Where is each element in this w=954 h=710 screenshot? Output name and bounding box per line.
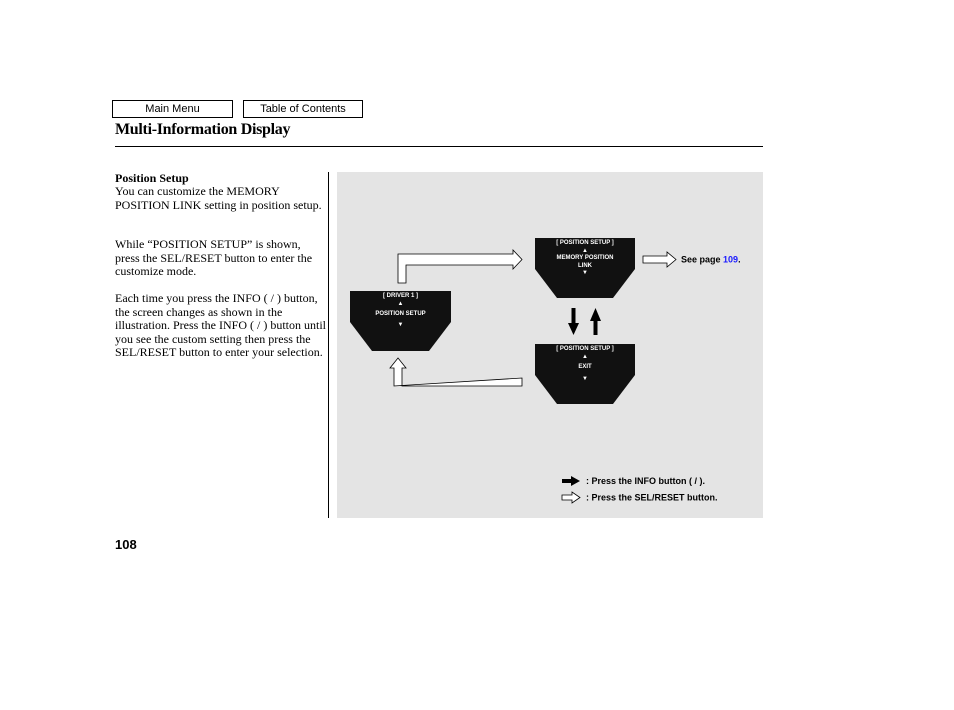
screen-text: POSITION SETUP [375,311,426,317]
section-heading: Position Setup [115,171,189,185]
up-arrow-icon: ▲ [582,354,588,360]
screen-text: EXIT [578,364,592,370]
screen-header: [ POSITION SETUP ] [556,240,614,246]
up-arrow-icon: ▲ [397,301,404,307]
see-page-reference: See page 109. [681,254,741,265]
illustration-panel [337,172,763,518]
up-arrow-icon: ▲ [582,248,588,254]
down-arrow-icon: ▼ [397,322,404,328]
down-arrow-icon: ▼ [582,376,588,382]
screen-exit [535,344,635,404]
flow-diagram [337,172,763,518]
info-arrow-down [568,308,579,335]
paragraph-enter-customize: While “POSITION SETUP” is shown, press the SEL/RESET button to enter the customize mode. [115,237,313,278]
legend-sel-hollow-arrow-icon [562,492,580,503]
down-arrow-icon: ▼ [582,270,588,276]
screen-header: [ POSITION SETUP ] [556,346,614,352]
screen-memory-position-link [535,238,635,298]
page-number: 108 [115,537,137,552]
screen-driver-1 [350,291,451,351]
page-109-link[interactable]: 109 [723,254,739,265]
see-page-arrow [643,252,676,267]
legend-sel-text: : Press the SEL/RESET button. [586,492,718,503]
paragraph-memory-link: You can customize the MEMORY POSITION LINK setting in position setup. [115,184,322,212]
legend-info-text: : Press the INFO button ( / ). [586,476,705,486]
sel-reset-arrow-back [390,358,522,386]
column-divider [328,172,329,518]
title-divider [115,146,763,147]
paragraph-info-button: Each time you press the INFO ( / ) button, the screen changes as shown in the illustration. Press the INFO ( / ) button until you see the custom setting then press the SEL/RESET button to enter your selection. [115,291,326,359]
screen-text-line-2: LINK [578,263,592,269]
screen-header: [ DRIVER 1 ] [382,293,419,299]
table-of-contents-button[interactable]: Table of Contents [243,100,363,118]
info-arrow-up [590,308,601,335]
legend-info-solid-arrow-icon [562,476,580,486]
main-menu-button[interactable]: Main Menu [112,100,233,118]
screen-text-line-1: MEMORY POSITION [556,255,614,261]
page-title: Multi-Information Display [115,121,291,138]
sel-reset-arrow-up [398,250,522,283]
